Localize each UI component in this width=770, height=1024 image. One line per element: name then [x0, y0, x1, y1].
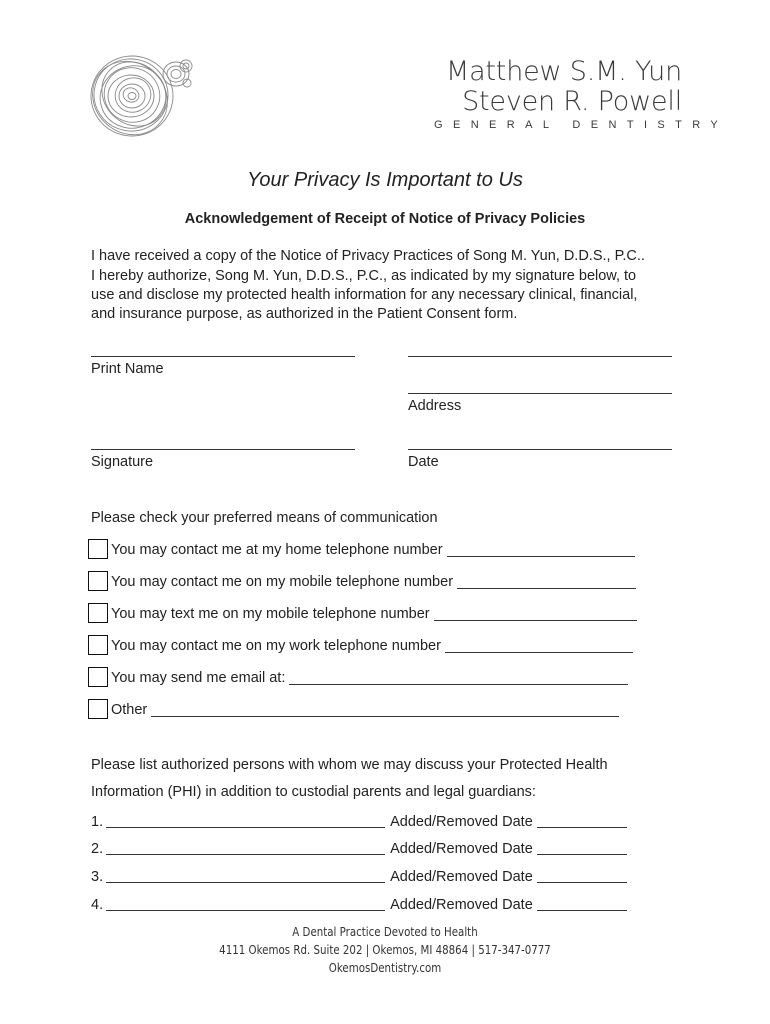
authorized-row: [91, 810, 627, 830]
authorized-name-field[interactable]: [106, 840, 385, 855]
authorized-row: [91, 865, 627, 885]
date-label: Date: [408, 454, 439, 470]
address-line-2[interactable]: [408, 393, 672, 394]
footer-website: OkemosDentistry.com: [328, 960, 442, 975]
authorized-intro-2: Information (PHI) in addition to custodial parents and legal guardians:: [91, 784, 536, 800]
print-name-label: Print Name: [91, 361, 164, 377]
work-phone-field[interactable]: [445, 638, 633, 653]
authorized-name-field[interactable]: [106, 813, 385, 828]
page-title: Your Privacy Is Important to Us: [247, 169, 523, 191]
form-subtitle: Acknowledgement of Receipt of Notice of Privacy Policies: [184, 211, 586, 227]
row-number: 4.: [91, 897, 104, 913]
comm-option-mobile: [88, 565, 636, 591]
address-line-1[interactable]: [408, 356, 672, 357]
other-checkbox[interactable]: [88, 699, 108, 719]
practice-type: GENERAL DENTISTRY: [434, 119, 729, 131]
print-name-line[interactable]: [91, 356, 355, 357]
row-number: 3.: [91, 869, 104, 885]
paragraph-line: and insurance purpose, as authorized in the Patient Consent form.: [91, 306, 518, 322]
doctor-name-2: Steven R. Powell: [462, 86, 682, 117]
paragraph-line: I have received a copy of the Notice of Privacy Practices of Song M. Yun, D.D.S., P.C..: [91, 248, 645, 264]
email-field[interactable]: [289, 670, 628, 685]
communication-heading: Please check your preferred means of communication: [91, 510, 438, 526]
comm-option-text: [88, 597, 637, 623]
row-number: 2.: [91, 841, 104, 857]
authorized-row: [91, 893, 627, 913]
home-phone-field[interactable]: [447, 542, 635, 557]
comm-option-email: [88, 661, 628, 687]
footer-address: 4111 Okemos Rd. Suite 202 | Okemos, MI 48864 | 517-347-0777: [219, 942, 551, 957]
comm-option-other: [88, 693, 619, 719]
mobile-phone-checkbox[interactable]: [88, 571, 108, 591]
date-label: Added/Removed Date: [390, 869, 533, 885]
date-label: Added/Removed Date: [390, 814, 533, 830]
paragraph-line: I hereby authorize, Song M. Yun, D.D.S., P.C., as indicated by my signature below, to: [91, 268, 637, 284]
comm-option-work: [88, 629, 633, 655]
option-label: You may send me email at:: [111, 670, 286, 686]
comm-option-home: [88, 533, 635, 559]
date-label: Added/Removed Date: [390, 897, 533, 913]
mobile-phone-field[interactable]: [457, 574, 636, 589]
home-phone-checkbox[interactable]: [88, 539, 108, 559]
email-checkbox[interactable]: [88, 667, 108, 687]
authorized-name-field[interactable]: [106, 896, 385, 911]
other-field[interactable]: [151, 702, 619, 717]
authorized-date-field[interactable]: [537, 840, 627, 855]
option-label: You may contact me at my home telephone number: [111, 542, 443, 558]
row-number: 1.: [91, 814, 104, 830]
doctor-name-1: Matthew S.M. Yun: [445, 56, 682, 87]
option-label: You may text me on my mobile telephone number: [111, 606, 430, 622]
address-label: Address: [408, 398, 462, 414]
date-label: Added/Removed Date: [390, 841, 533, 857]
signature-label: Signature: [91, 454, 154, 470]
paragraph-line: use and disclose my protected health information for any necessary clinical, financial,: [91, 287, 638, 303]
authorized-date-field[interactable]: [537, 896, 627, 911]
option-label: You may contact me on my mobile telephone number: [111, 574, 454, 590]
footer-tagline: A Dental Practice Devoted to Health: [292, 924, 478, 939]
authorized-intro-1: Please list authorized persons with whom we may discuss your Protected Health: [91, 757, 608, 773]
text-checkbox[interactable]: [88, 603, 108, 623]
option-label: Other: [111, 702, 148, 718]
authorized-row: [91, 837, 627, 857]
authorized-name-field[interactable]: [106, 868, 385, 883]
date-line[interactable]: [408, 449, 672, 450]
authorized-date-field[interactable]: [537, 813, 627, 828]
authorized-date-field[interactable]: [537, 868, 627, 883]
signature-line[interactable]: [91, 449, 355, 450]
practice-logo: [84, 40, 204, 150]
text-phone-field[interactable]: [434, 606, 637, 621]
option-label: You may contact me on my work telephone number: [111, 638, 441, 654]
work-phone-checkbox[interactable]: [88, 635, 108, 655]
